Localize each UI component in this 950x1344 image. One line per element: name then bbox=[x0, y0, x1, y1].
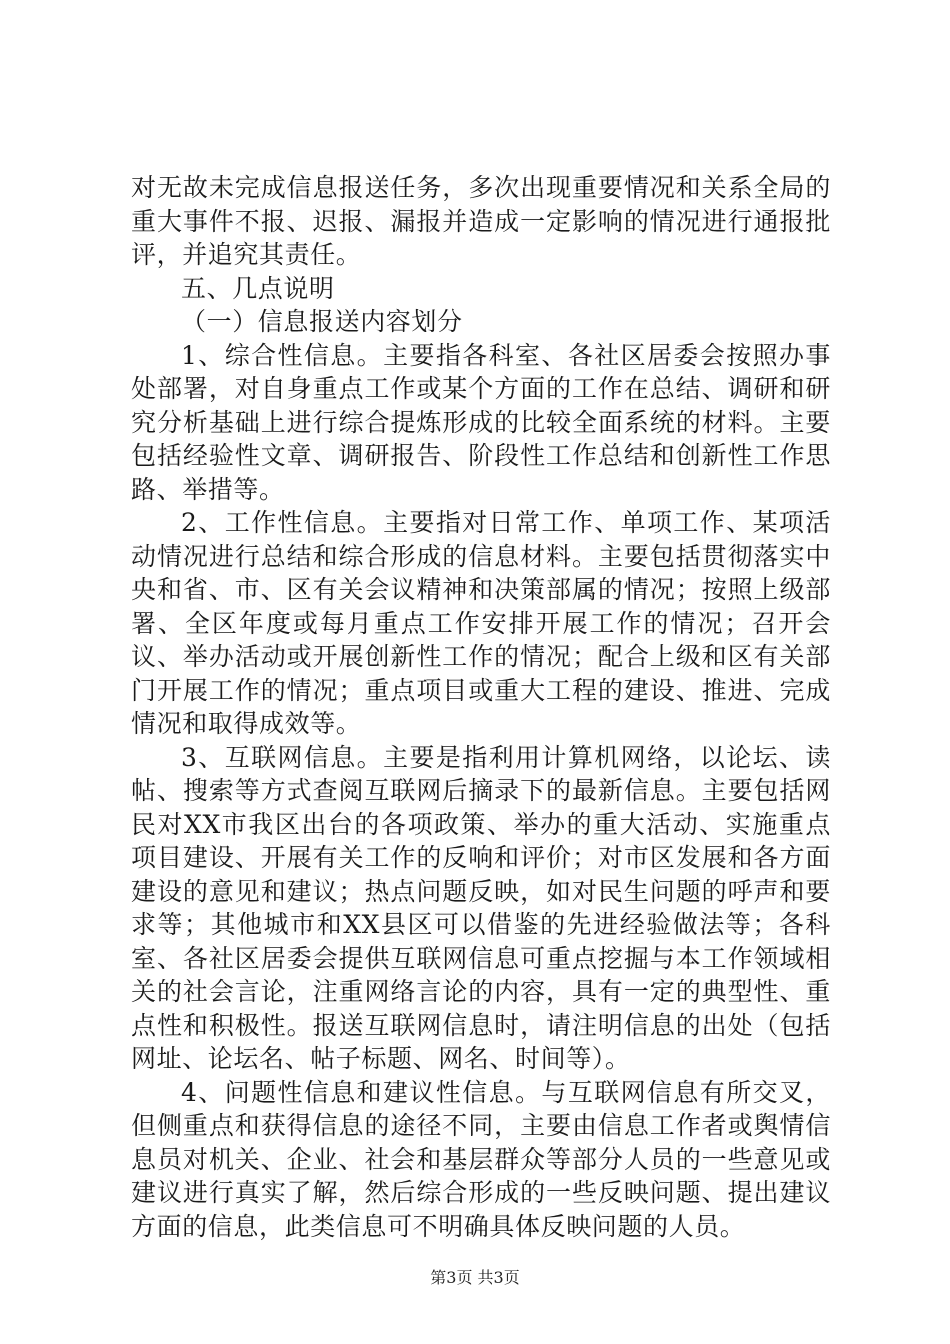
paragraph-problem-suggestion-info: 4、问题性信息和建议性信息。与互联网信息有所交叉，但侧重点和获得信息的途径不同，主要由信息工作者或舆情信息员对机关、企业、社会和基层群众等部分人员的一些意见或建议进行真实了解，然后综合形成的一些反映问题、提出建议方面的信息，此类信息可不明确具体反映问题的人员。 bbox=[131, 1077, 831, 1241]
section-heading: 五、几点说明 bbox=[181, 273, 335, 303]
body-text bbox=[131, 171, 831, 1243]
page-footer: 第3页 共3页 bbox=[430, 1268, 520, 1287]
paragraph-internet-info: 3、互联网信息。主要是指利用计算机网络，以论坛、读帖、搜索等方式查阅互联网后摘录下的最新信息。主要包括网民对XX市我区出台的各项政策、举办的重大活动、实施重点项目建设、开展有关工作的反响和评价；对市区发展和各方面建设的意见和建议；热点问题反映，如对民生问题的呼声和要求等；其他城市和XX县区可以借鉴的先进经验做法等；各科室、各社区居委会提供互联网信息可重点挖掘与本工作领域相关的社会言论，注重网络言论的内容，具有一定的典型性、重点性和积极性。报送互联网信息时，请注明信息的出处（包括网址、论坛名、帖子标题、网名、时间等）。 bbox=[131, 742, 831, 1073]
paragraph-continuation: 对无故未完成信息报送任务，多次出现重要情况和关系全局的重大事件不报、迟报、漏报并造成一定影响的情况进行通报批评，并追究其责任。 bbox=[131, 173, 831, 269]
paragraph-work-info: 2、工作性信息。主要指对日常工作、单项工作、某项活动情况进行总结和综合形成的信息材料。主要包括贯彻落实中央和省、市、区有关会议精神和决策部属的情况；按照上级部署、全区年度或每月重点工作安排开展工作的情况；召开会议、举办活动或开展创新性工作的情况；配合上级和区有关部门开展工作的情况；重点项目或重大工程的建设、推进、完成情况和取得成效等。 bbox=[131, 508, 831, 738]
paragraph-comprehensive-info: 1、综合性信息。主要指各科室、各社区居委会按照办事处部署，对自身重点工作或某个方面的工作在总结、调研和研究分析基础上进行综合提炼形成的比较全面系统的材料。主要包括经验性文章、调研报告、阶段性工作总结和创新性工作思路、举措等。 bbox=[131, 340, 831, 504]
subsection-heading: （一）信息报送内容划分 bbox=[181, 307, 463, 336]
